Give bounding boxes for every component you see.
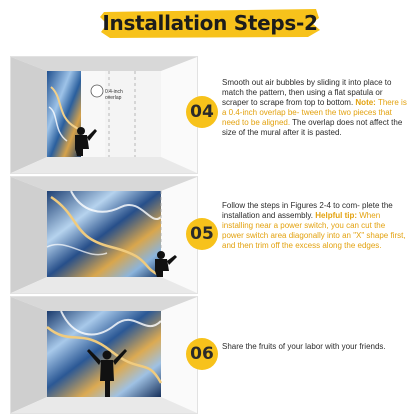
step-04-note-tail: The overlap does not affect the size of the mural after it is pasted. [222,118,403,137]
room-scene-05 [11,177,197,293]
step-04-note-label: Note: [355,98,376,107]
step-05-tip-text: When installing near a power switch, you can cut the power switch area diagonally into an "X" shape first, and then trim off the excess along the edges. [222,211,406,250]
step-04-text [222,78,408,138]
step-05-illustration [10,176,198,294]
step-05-tip-label: Helpful tip: [315,211,358,220]
page-title: Installation Steps-2 [102,11,318,35]
step-04-description: Smooth out air bubbles by sliding it into place to match the pattern, then using a flat spatula or scraper to scrape from top to bottom. [222,78,392,107]
room-scene-06 [11,297,197,413]
step-04-note-text: There is a 0.4-inch overlap be- tween the two pieces that need to be aligned. [222,98,407,127]
step-06-illustration [10,296,198,414]
page-header [98,6,322,40]
overlap-tag: 0.4-inch overlap [105,89,123,101]
step-05-badge: 05 [186,218,218,250]
step-05-text [222,201,408,251]
step-06-text [222,342,408,352]
step-04-badge: 04 [186,96,218,128]
step-06-description: Share the fruits of your labor with your friends. [222,342,386,351]
step-04-illustration [10,56,198,174]
step-06-badge: 06 [186,338,218,370]
room-scene-04 [11,57,197,173]
step-05-description: Follow the steps in Figures 2-4 to com- plete the installation and assembly. [222,201,393,220]
